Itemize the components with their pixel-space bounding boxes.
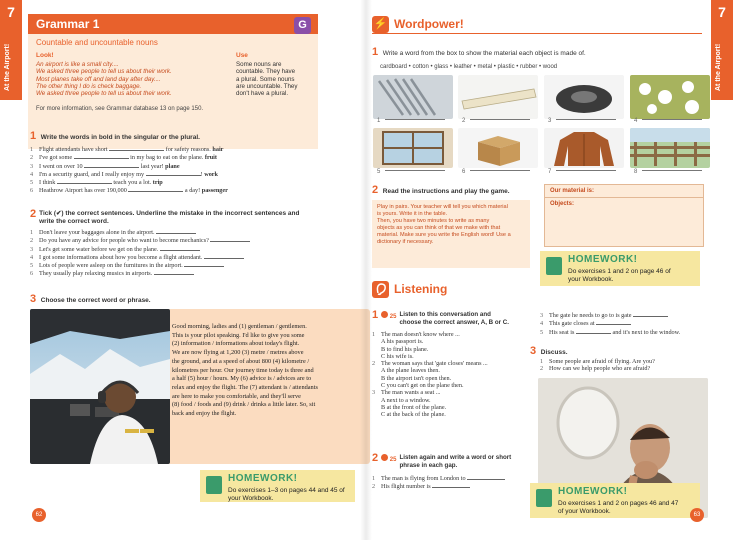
homework-title: HOMEWORK! (558, 486, 628, 497)
look-heading: Look! (36, 52, 54, 59)
picture-number: 1 (377, 118, 381, 124)
picture-number: 8 (634, 169, 638, 175)
speech-line: are here to make you comfortable, and they'll serve (172, 392, 301, 400)
exercise-number: 2 (30, 208, 37, 220)
item-text: Flight attendants have short (39, 146, 108, 153)
answer-blank[interactable] (154, 269, 194, 275)
forks-icon (373, 75, 453, 119)
unit-number: 7 (7, 4, 15, 20)
speech-line: (8) food / foods and (9) drink / drinks a little later. So, sit (172, 401, 316, 409)
listening-ex3-heading (530, 345, 568, 357)
audio-track-icon[interactable] (381, 454, 396, 463)
use-heading: Use (236, 52, 248, 59)
page-spine (360, 0, 372, 540)
item-text: ! (200, 170, 203, 178)
answer-option[interactable]: B at the front of the plane. (381, 403, 447, 411)
fence-icon (630, 128, 710, 168)
item-number: 2 (540, 365, 544, 373)
homework-icon (536, 489, 552, 507)
exercise-item (30, 236, 320, 244)
gap-item (540, 311, 710, 319)
exercise-3-heading (30, 293, 151, 305)
item-number: 4 (30, 253, 34, 261)
homework-line: your Workbook. (228, 495, 274, 502)
homework-icon (546, 257, 562, 275)
answer-blank[interactable] (432, 482, 470, 488)
answer-blank[interactable] (470, 170, 530, 171)
look-examples (36, 61, 231, 97)
unit-label: At the Airport! (715, 43, 722, 91)
answer-option[interactable]: B the airport isn't open then. (381, 374, 452, 382)
speech-line: kilometres per hour. Our journey time today is three and (172, 366, 314, 374)
answer-blank[interactable] (576, 328, 611, 334)
item-number: 4 (30, 170, 34, 178)
window-icon (373, 128, 453, 168)
item-number: 5 (30, 262, 34, 270)
track-number: 25 (389, 314, 397, 320)
item-text: Do you have any advice for people who want to become mechanics? (39, 237, 209, 245)
homework-box-right-bottom (530, 483, 700, 518)
homework-text (568, 268, 671, 284)
item-text: I got some informations about how you become a flight attendant. (39, 253, 203, 261)
answer-option[interactable]: A the plane leaves then. (381, 367, 440, 375)
item-text: This gate closes at (549, 320, 595, 328)
gap-fill-left (372, 474, 532, 491)
answer-blank[interactable] (128, 186, 183, 192)
jacket-icon (544, 128, 624, 168)
item-text: They usually play relaxing musics in airports. (39, 270, 153, 278)
game-line: objects as you can think of that we make with that (377, 225, 501, 231)
exercise-item (30, 269, 320, 277)
look-line: We asked three people to tell us about their work. (36, 68, 172, 76)
item-number: 1 (540, 358, 544, 365)
item-text: His seat is (549, 328, 575, 336)
bold-word: plane (165, 162, 180, 170)
item-text: Heathrow Airport has over 190,000 (39, 187, 127, 195)
exercise-2-items (30, 228, 320, 278)
item-number: 6 (30, 187, 34, 195)
answer-blank[interactable] (556, 170, 616, 171)
question-text: The woman says that 'gate closes' means ... (381, 360, 488, 368)
exercise-item (30, 245, 320, 253)
question (372, 389, 532, 396)
listening-questions (372, 331, 532, 419)
gap-fill-right (540, 311, 710, 336)
item-text: His flight number is (381, 483, 431, 491)
discuss-item (540, 358, 710, 365)
answer-blank[interactable] (57, 178, 112, 184)
item-number: 1 (372, 475, 376, 482)
item-text: I think (39, 179, 56, 187)
grammar-subtitle: Countable and uncountable nouns (36, 38, 158, 47)
item-text: Let's get some water before we get on the plane. (39, 245, 159, 253)
item-text: teach you a lot. (113, 179, 152, 187)
material-table (544, 184, 704, 247)
left-unit-tab (0, 0, 22, 100)
answer-blank[interactable] (210, 236, 250, 242)
homework-line: Do exercises 1 and 2 on pages 46 and 47 (558, 500, 679, 507)
ruler-icon (458, 75, 538, 119)
wordpower-ex1-heading (372, 46, 586, 58)
answer-blank[interactable] (146, 170, 201, 176)
material-label: Our material is: (550, 188, 595, 194)
item-text: I'm a security guard, and I really enjoy my (39, 170, 145, 178)
speech-line: back and enjoy the flight. (172, 410, 237, 418)
exercise-item (30, 153, 320, 161)
page-number-left: 62 (32, 508, 46, 522)
answer-option[interactable]: A next to a window. (381, 396, 431, 404)
wordpower-ex2-heading (372, 184, 510, 196)
game-instructions (372, 200, 530, 268)
item-text: last year! (140, 162, 164, 170)
exercise-number: 3 (530, 345, 537, 357)
use-text (236, 61, 316, 97)
question (372, 331, 532, 338)
exercise-item (30, 178, 320, 186)
bold-word: work (204, 170, 218, 178)
item-text: Some people are afraid of flying. Are you? (549, 358, 655, 365)
item-number: 4 (540, 320, 544, 328)
item-text: The gate he needs to go to is gate (549, 312, 632, 319)
speech-line: This is your pilot speaking. I'd like to give you some (172, 331, 305, 339)
answer-blank[interactable] (204, 253, 244, 259)
track-number: 25 (389, 457, 397, 463)
cotton-icon (630, 75, 710, 119)
exercise-number: 1 (30, 130, 37, 142)
item-text: a day! (184, 187, 201, 195)
answer-option[interactable]: A his passport is. (381, 338, 424, 346)
item-text: Lots of people were asleep on the furnitures in the airport. (39, 262, 183, 270)
picture-number: 6 (462, 169, 466, 175)
homework-box-right-top (540, 251, 700, 286)
listening-header (372, 280, 532, 300)
picture-number: 7 (548, 169, 552, 175)
instruction-line: phrase in each gap. (399, 461, 458, 469)
bold-word: fruit (204, 154, 217, 162)
item-number: 1 (30, 229, 34, 236)
item-number: 5 (540, 328, 544, 336)
item-number: 5 (30, 179, 34, 187)
exercise-2-heading (30, 208, 320, 225)
use-line: Some nouns are (236, 61, 282, 68)
answer-option[interactable]: C at the back of the plane. (381, 411, 446, 419)
use-line: are uncountable. They (236, 82, 298, 90)
question (372, 360, 532, 367)
game-line: material. Make sure you write the English word! Use a (377, 232, 511, 238)
look-line: We asked three people to tell us about their work. (36, 90, 172, 98)
speech-line: (2) information / informations about today's flight. (172, 340, 300, 348)
gap-item (372, 482, 532, 490)
answer-blank[interactable] (642, 119, 702, 120)
item-number: 3 (540, 312, 544, 319)
look-line: The other thing I do is check baggage. (36, 82, 142, 90)
item-number: 3 (30, 162, 34, 170)
exercise-number: 2 (372, 452, 379, 464)
grammar-title: Grammar 1 (36, 17, 100, 31)
exercise-instruction: Write a word from the box to show the material each object is made of. (382, 50, 586, 57)
tyre-icon (544, 75, 624, 119)
exercise-1-heading (30, 130, 200, 142)
exercise-instruction: Discuss. (540, 349, 568, 356)
gap-item (540, 319, 710, 327)
exercise-instruction: Write the words in bold in the singular or the plural. (40, 134, 200, 141)
grammar-badge: G (294, 17, 311, 34)
speech-line: We are now flying at 1,200 (3) metre / metres above (172, 349, 304, 357)
game-line: dictionary if necessary. (377, 239, 434, 245)
lightning-icon: ⚡ (372, 16, 389, 33)
item-number: 1 (372, 331, 376, 338)
item-number: 1 (30, 146, 34, 153)
exercise-item (30, 186, 320, 194)
instruction-line: Listen again and write a word or short (399, 454, 512, 461)
item-number: 2 (30, 237, 34, 245)
item-number: 3 (372, 389, 376, 397)
wordpower-title: Wordpower! (394, 17, 464, 31)
speech-line: Good morning, ladies and (1) gentleman / gentlemen. (172, 323, 307, 330)
listening-ex1-heading (372, 309, 532, 326)
exercise-instruction: Read the instructions and play the game. (382, 188, 510, 195)
item-number: 3 (30, 245, 34, 253)
homework-text (558, 500, 678, 516)
question-text: The man wants a seat ... (381, 389, 441, 397)
instruction-line: choose the correct answer, A, B or C. (399, 318, 509, 326)
ear-icon (372, 281, 389, 298)
exercise-number: 3 (30, 293, 37, 305)
exercise-item (30, 170, 320, 178)
exercise-item (30, 162, 320, 170)
exercise-item (30, 145, 320, 153)
page-number-right: 63 (690, 508, 704, 522)
word-box: cardboard • cotton • glass • leather • metal • plastic • rubber • wood (380, 64, 558, 70)
audio-track-icon[interactable] (381, 311, 396, 320)
game-line: is yours. Write it in the table. (377, 211, 448, 217)
answer-blank[interactable] (642, 170, 702, 171)
exercise-number: 2 (372, 184, 379, 196)
cockpit-pilot-icon (30, 309, 170, 464)
right-unit-tab (711, 0, 733, 100)
exercise-number: 1 (372, 46, 379, 58)
exercise-item (30, 228, 320, 236)
homework-line: your Workbook. (568, 276, 614, 283)
picture-number: 4 (634, 118, 638, 124)
speech-line: a half (5) hour / hours. My (6) advice is / advices are to (172, 375, 312, 383)
answer-blank[interactable] (385, 170, 445, 171)
item-text: Don't leave your baggages alone in the airport. (39, 229, 155, 236)
speech-line: the ground, and at a speed of about 800 (4) kilometre / (172, 357, 310, 365)
answer-blank[interactable] (156, 228, 196, 234)
exercise-item (30, 261, 320, 269)
item-number: 2 (30, 154, 34, 162)
answer-blank[interactable] (467, 474, 505, 480)
listening-title: Listening (394, 282, 448, 296)
bold-word: trip (152, 179, 163, 187)
picture-number: 3 (548, 118, 552, 124)
discuss-items (540, 358, 710, 373)
look-line: Most planes take off and land day after day.... (36, 75, 161, 83)
game-line: Then, you have two minutes to write as many (377, 218, 490, 224)
answer-blank[interactable] (633, 311, 668, 317)
question-text: The man doesn't know where ... (381, 331, 460, 338)
use-line: a plural. Some nouns (236, 75, 295, 83)
homework-line: of your Workbook. (558, 508, 611, 515)
answer-blank[interactable] (160, 245, 200, 251)
item-text: in my bag to eat on the plane. (130, 154, 204, 162)
exercise-instruction: Choose the correct word or phrase. (40, 297, 151, 304)
answer-blank[interactable] (385, 119, 445, 120)
answer-blank[interactable] (556, 119, 616, 120)
pilot-photo (30, 309, 170, 464)
instruction-line: Tick (✔) the correct sentences. Underline the mistake in the incorrect sentences and (39, 210, 300, 217)
answer-option[interactable]: C his wife is. (381, 352, 414, 360)
gap-item (372, 474, 532, 482)
item-text: I've got some (39, 154, 73, 162)
use-line: don't have a plural. (236, 90, 289, 98)
item-text: and it's next to the window. (612, 328, 681, 336)
item-number: 2 (372, 360, 376, 368)
homework-text (228, 487, 345, 503)
answer-blank[interactable] (184, 261, 224, 267)
item-number: 2 (372, 483, 376, 491)
answer-blank[interactable] (470, 119, 530, 120)
game-line: Play in pairs. Your teacher will tell you which material (377, 204, 508, 210)
exercise-number: 1 (372, 309, 379, 321)
wordpower-header (372, 16, 702, 34)
answer-blank[interactable] (596, 319, 631, 325)
use-line: countable. They have (236, 68, 296, 76)
discuss-item (540, 365, 710, 372)
gap-item (540, 328, 710, 336)
more-info: For more information, see Grammar database 13 on page 150. (36, 106, 204, 112)
answer-blank[interactable] (84, 162, 139, 168)
answer-blank[interactable] (74, 153, 129, 159)
homework-title: HOMEWORK! (568, 254, 638, 265)
bold-word: passenger (201, 187, 228, 195)
item-text: The man is flying from London to (381, 475, 466, 482)
homework-line: Do exercises 1–3 on pages 44 and 45 of (228, 487, 345, 494)
exercise-item (30, 253, 320, 261)
objects-label: Objects: (550, 201, 575, 207)
unit-label: At the Airport! (4, 43, 11, 91)
answer-option[interactable]: C you can't get on the plane then. (381, 382, 464, 390)
grammar-header (28, 14, 318, 34)
pilot-announcement (172, 323, 367, 419)
item-text: I went on over 10 (39, 162, 83, 170)
exercise-1-items (30, 145, 320, 195)
instruction-line: Listen to this conversation and (399, 311, 491, 318)
answer-blank[interactable] (109, 145, 164, 151)
homework-title: HOMEWORK! (228, 473, 298, 484)
picture-number: 5 (377, 169, 381, 175)
grammar-box (28, 14, 318, 149)
listening-ex2-heading (372, 452, 532, 469)
speech-line: relax and enjoy the flight. The (7) attendant is / attendants (172, 383, 318, 391)
material-row[interactable] (545, 185, 703, 198)
exercise-instruction (30, 208, 320, 225)
picture-number: 2 (462, 118, 466, 124)
item-number: 6 (30, 270, 34, 278)
look-line: An airport is like a small city.... (36, 61, 119, 68)
instruction-line: write the correct word. (39, 217, 109, 225)
box-icon (458, 128, 538, 168)
homework-line: Do exercises 1 and 2 on page 46 of (568, 268, 671, 275)
answer-option[interactable]: B to find his plane. (381, 345, 429, 353)
unit-number: 7 (718, 4, 726, 20)
homework-icon (206, 476, 222, 494)
item-text: How can we help people who are afraid? (549, 365, 651, 373)
bold-word: hair (212, 146, 224, 153)
item-text: for safety reasons. (165, 146, 211, 153)
homework-box-left (200, 470, 355, 502)
